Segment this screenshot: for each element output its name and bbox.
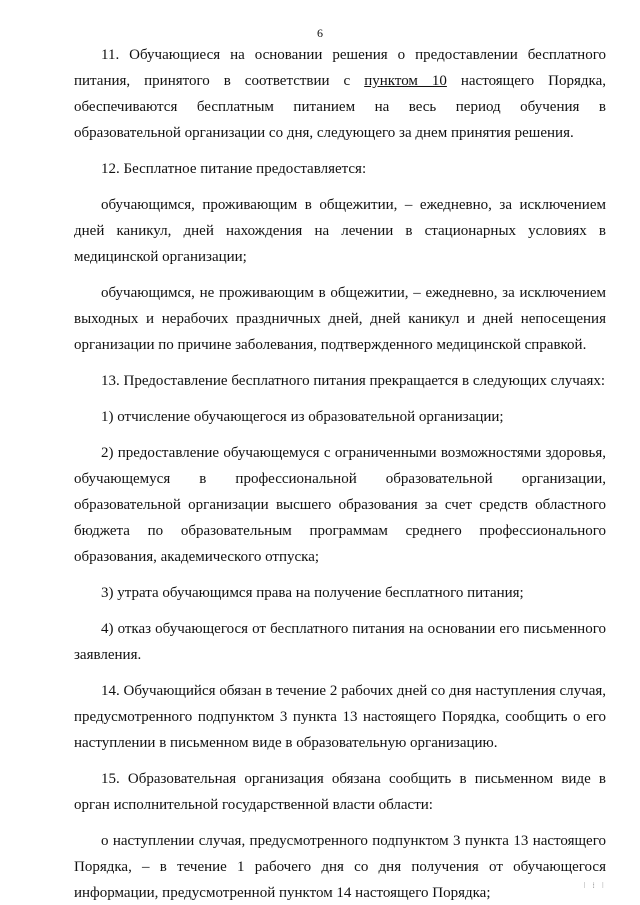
paragraph-15: 15. Образовательная организация обязана сообщить в письменном виде в орган исполнительной государственной власти области: [74,771,606,813]
document-body [74,42,606,905]
page-number: 6 [317,26,323,40]
paragraph-11-text-end: настоящего Порядка, обеспечиваются бесплатным питанием на весь период обучения в образовательной организации со дня, следующего за днем принятия решения. [74,73,606,141]
paragraph-14: 14. Обучающийся обязан в течение 2 рабочих дней со дня наступления случая, предусмотренного подпунктом 3 пункта 13 настоящего Порядка, сообщить о его наступлении в письменном виде в образовательную организацию. [74,683,606,751]
paragraph-11-text-start: 11. Обучающиеся на основании решения о предоставлении бесплатного питания, принятого в соответствии с [74,47,606,89]
paragraph-13-item-3: 3) утрата обучающимся права на получение бесплатного питания; [101,585,524,601]
scan-mark: ⁝ ⁞ ⁝ [583,881,606,890]
paragraph-13-item-2: 2) предоставление обучающемуся с ограниченными возможностями здоровья, обучающемуся в профессиональной образовательной организации, образовательной организации высшего образования за счет средств областного бюджета по образовательным программам среднего профессионального образования, академического отпуска; [74,445,606,565]
reference-link-point-10[interactable]: пунктом 10 [364,73,447,89]
paragraph-12-item-dormitory: обучающимся, проживающим в общежитии, – ежедневно, за исключением дней каникул, дней нахождения на лечении в стационарных условиях в медицинской организации; [74,197,606,265]
paragraph-13-item-4: 4) отказ обучающегося от бесплатного питания на основании его письменного заявления. [74,621,606,663]
paragraph-13: 13. Предоставление бесплатного питания прекращается в следующих случаях: [101,373,606,389]
paragraph-11 [74,42,606,146]
paragraph-13-item-1: 1) отчисление обучающегося из образовательной организации; [101,409,504,425]
paragraph-15-item-a: о наступлении случая, предусмотренного подпунктом 3 пункта 13 настоящего Порядка, – в течение 1 рабочего дня со дня получения от обучающегося информации, предусмотренной пунктом 14 настоящего Порядка; [74,833,606,901]
paragraph-12: 12. Бесплатное питание предоставляется: [101,161,367,177]
paragraph-12-item-non-dormitory: обучающимся, не проживающим в общежитии, – ежедневно, за исключением выходных и нерабочих праздничных дней, дней каникул и дней непосещения организации по причине заболевания, подтвержденного медицинской справкой. [74,285,606,353]
